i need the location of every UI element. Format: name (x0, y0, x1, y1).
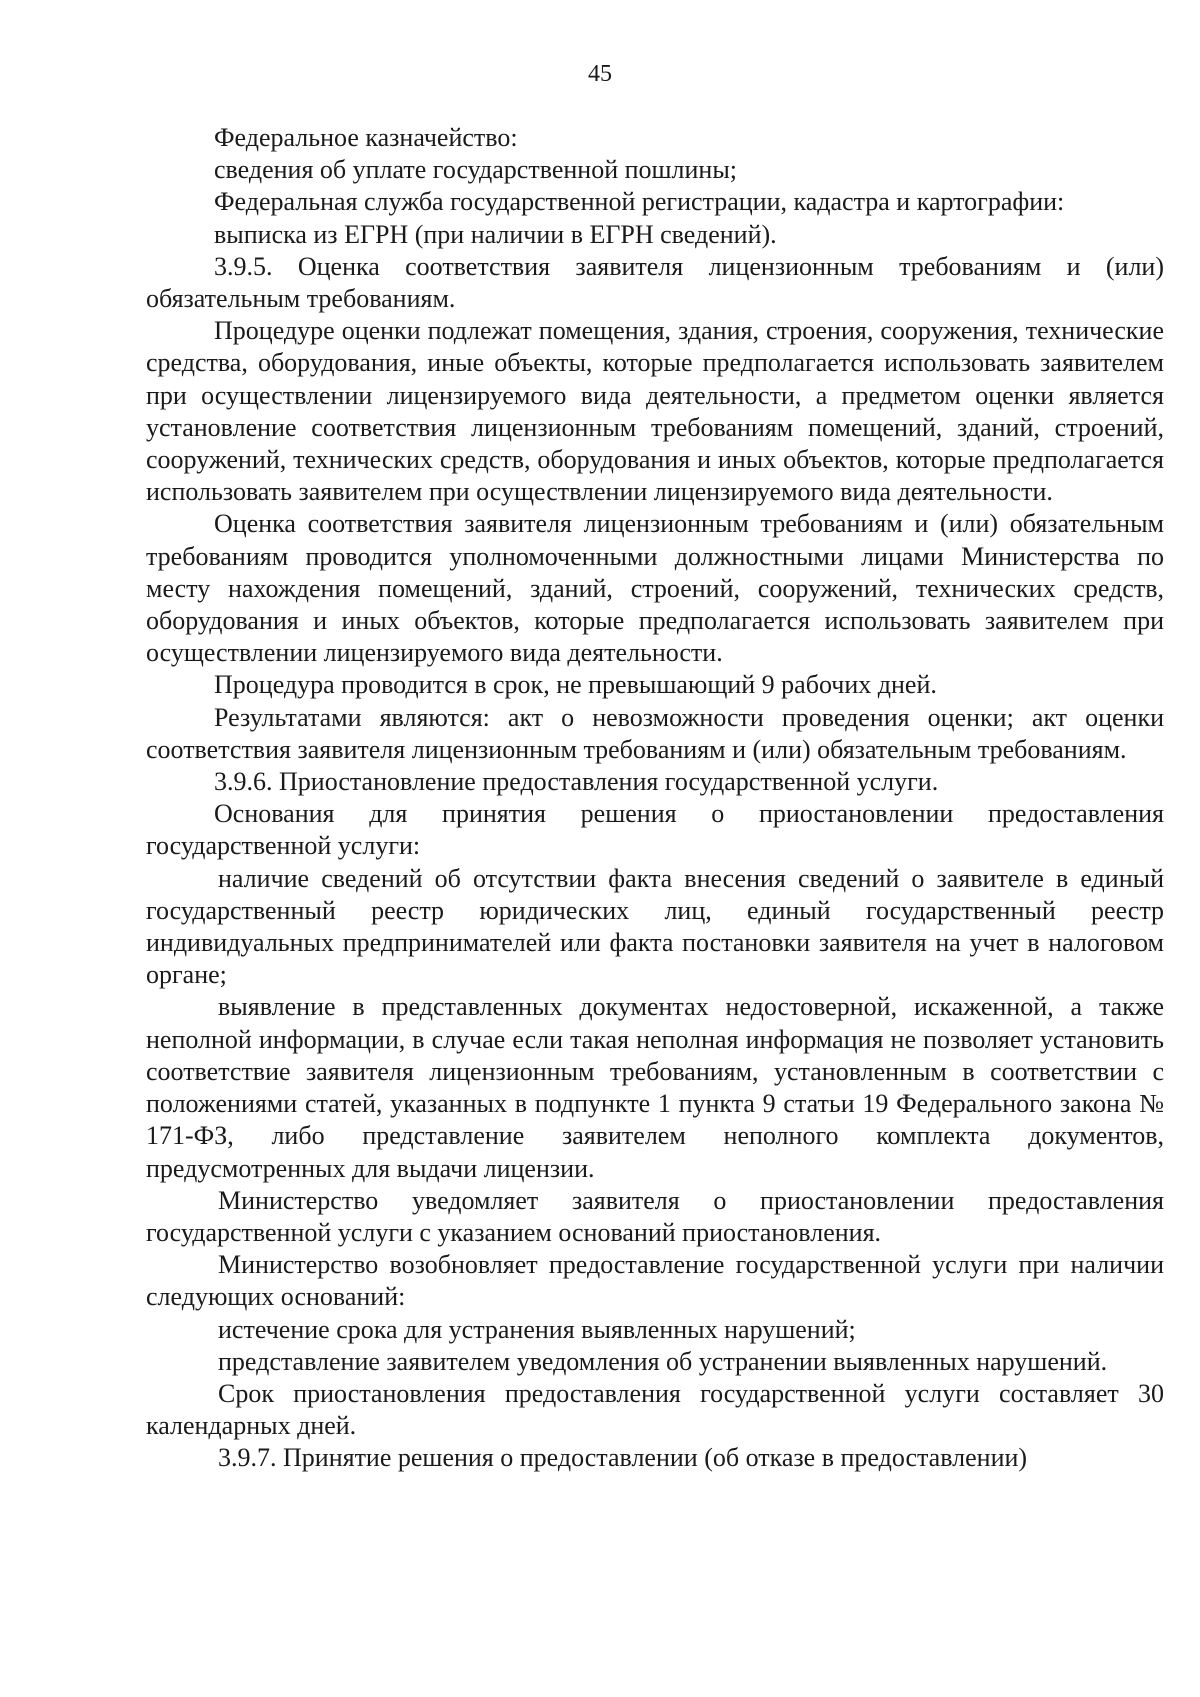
paragraph: Министерство возобновляет предоставление государственной услуги при наличии следующих оснований: (146, 1250, 1164, 1312)
list-item: истечение срока для устранения выявленных нарушений; (218, 1314, 856, 1344)
paragraph: Основания для принятия решения о приостановлении предоставления государственной услуги: (146, 799, 1164, 861)
list-item: наличие сведений об отсутствии факта внесения сведений о заявителе в единый государственный реестр юридических лиц, единый государственный реестр индивидуальных предпринимателей или факта постановки заявителя на учет в налоговом органе; (146, 863, 1164, 990)
paragraph: Федеральное казначейство: (214, 123, 518, 152)
section-heading: 3.9.7. Принятие решения о предоставлении (об отказе в предоставлении) (218, 1443, 1028, 1473)
paragraph: Результатами являются: акт о невозможности проведения оценки; акт оценки соответствия заявителя лицензионным требованиям и (или) обязательным требованиям. (146, 702, 1164, 764)
section-heading: 3.9.5. Оценка соответствия заявителя лицензионным требованиям и (или) обязательным требованиям. (146, 251, 1164, 314)
document-body (146, 122, 1164, 1475)
page-number: 45 (588, 61, 612, 87)
paragraph: Оценка соответствия заявителя лицензионным требованиям и (или) обязательным требованиям проводится уполномоченными должностными лицами Министерства по месту нахождения помещений, зданий, строений, сооружений, технических средств, оборудования и иных объектов, которые предполагается использовать заявителем при осуществлении лицензируемого вида деятельности. (146, 509, 1164, 668)
paragraph: Министерство уведомляет заявителя о приостановлении предоставления государственной услуги с указанием оснований приостановления. (146, 1185, 1164, 1247)
paragraph: Процедуре оценки подлежат помещения, здания, строения, сооружения, технические средства, оборудования, иные объекты, которые предполагается использовать заявителем при осуществлении лицензируемого вида деятельности, а предметом оценки является установление соответствия лицензионным требованиям помещений, зданий, строений, сооружений, технических средств, оборудования и иных объектов, которые предполагается использовать заявителем при осуществлении лицензируемого вида деятельности. (146, 316, 1164, 507)
paragraph: выписка из ЕГРН (при наличии в ЕГРН сведений). (214, 219, 777, 249)
section-heading: 3.9.6. Приостановление предоставления государственной услуги. (214, 767, 939, 797)
paragraph: Процедура проводится в срок, не превышающий 9 рабочих дней. (214, 670, 937, 700)
list-item: представление заявителем уведомления об устранении выявленных нарушений. (218, 1346, 1108, 1376)
paragraph: сведения об уплате государственной пошлины; (214, 155, 738, 185)
paragraph: Срок приостановления предоставления государственной услуги составляет 30 календарных дней. (146, 1378, 1164, 1441)
list-item: выявление в представленных документах недостоверной, искаженной, а также неполной информации, в случае если такая неполная информация не позволяет установить соответствие заявителя лицензионным требованиям, установленным в соответствии с положениями статей, указанных в подпункте 1 пункта 9 статьи 19 Федерального закона № 171-ФЗ, либо представление заявителем неполного комплекта документов, предусмотренных для выдачи лицензии. (146, 992, 1164, 1183)
paragraph: Федеральная служба государственной регистрации, кадастра и картографии: (214, 187, 1065, 217)
